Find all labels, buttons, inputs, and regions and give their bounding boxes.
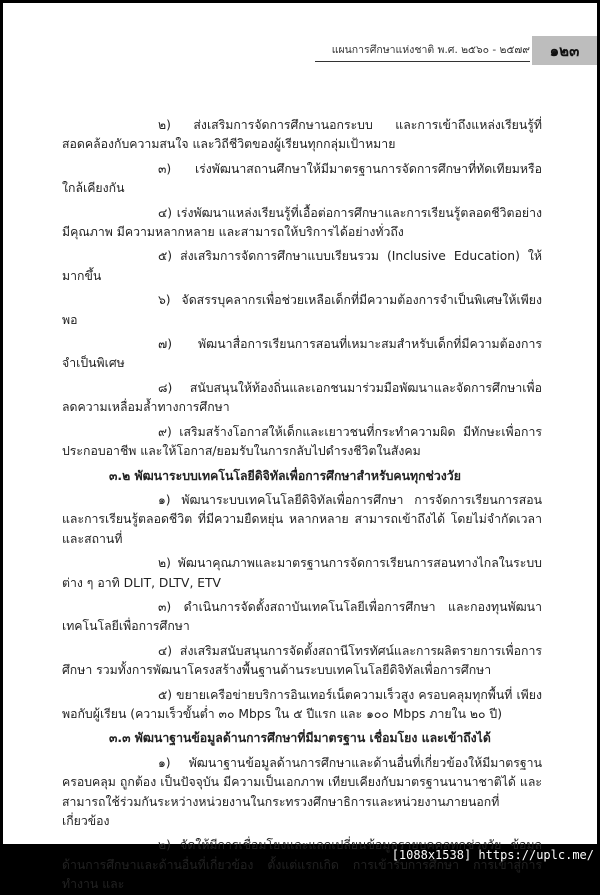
- paragraph: ๗) พัฒนาสื่อการเรียนการสอนที่เหมาะสมสำหรับเด็กที่มีความต้องการจำเป็นพิเศษ: [62, 337, 542, 371]
- paragraph: ๑) พัฒนาระบบเทคโนโลยีดิจิทัลเพื่อการศึกษา การจัดการเรียนการสอน และการเรียนรู้ตลอดชีวิต ที่มีความยืดหยุ่น หลากหลาย สามารถเข้าถึงได้ โดยไม่จำกัดเวลาและสถานที่: [62, 492, 542, 546]
- paragraph: ๕) ส่งเสริมการจัดการศึกษาแบบเรียนรวม (Inclusive Education) ให้มากขึ้น: [62, 249, 542, 283]
- paragraph: ๒) ส่งเสริมการจัดการศึกษานอกระบบ และการเข้าถึงแหล่งเรียนรู้ที่สอดคล้องกับความสนใจ และวิถีชีวิตของผู้เรียนทุกกลุ่มเป้าหมาย: [62, 118, 542, 152]
- document-body: [62, 111, 542, 895]
- image-watermark: [1088x1538] https://uplc.me/: [391, 848, 594, 862]
- page-number: ๑๒๓: [532, 36, 597, 65]
- paragraph: ๑) พัฒนาฐานข้อมูลด้านการศึกษาและด้านอื่นที่เกี่ยวข้องให้มีมาตรฐานครอบคลุม ถูกต้อง เป็นปัจจุบัน มีความเป็นเอกภาพ เทียบเคียงกับมาตรฐานนานาชาติได้ และสามารถใช้ร่วมกันระหว่างหน่วยงานในกระทรวงศึกษาธิการและหน่วยงานภายนอกที่เกี่ยวข้อง: [62, 755, 542, 828]
- paragraph: ๔) เร่งพัฒนาแหล่งเรียนรู้ที่เอื้อต่อการศึกษาและการเรียนรู้ตลอดชีวิตอย่างมีคุณภาพ มีความหลากหลาย และสามารถให้บริการได้อย่างทั่วถึง: [62, 205, 542, 240]
- paragraph: ๔) ส่งเสริมสนับสนุนการจัดตั้งสถานีโทรทัศน์และการผลิตรายการเพื่อการศึกษา รวมทั้งการพัฒนาโครงสร้างพื้นฐานด้านระบบเทคโนโลยีดิจิทัลเพื่อการศึกษา: [62, 643, 542, 678]
- paragraph: ๓) ดำเนินการจัดตั้งสถาบันเทคโนโลยีเพื่อการศึกษา และกองทุนพัฒนาเทคโนโลยีเพื่อการศึกษา: [62, 599, 542, 634]
- paragraph: ๘) สนับสนุนให้ท้องถิ่นและเอกชนมาร่วมมือพัฒนาและจัดการศึกษาเพื่อลดความเหลื่อมล้ำทางการศึกษา: [62, 380, 542, 415]
- section-heading: ๓.๒ พัฒนาระบบเทคโนโลยีดิจิทัลเพื่อการศึกษาสำหรับคนทุกช่วงวัย: [109, 468, 461, 483]
- paragraph: ๕) ขยายเครือข่ายบริการอินเทอร์เน็ตความเร็วสูง ครอบคลุมทุกพื้นที่ เพียงพอกับผู้เรียน (ความเร็วขั้นต่ำ ๓๐ Mbps ใน ๕ ปีแรก และ ๑๐๐ Mbps ภายใน ๒๐ ปี): [62, 687, 542, 721]
- running-header: แผนการศึกษาแห่งชาติ พ.ศ. ๒๕๖๐ - ๒๕๗๙: [315, 41, 530, 62]
- paragraph: ๙) เสริมสร้างโอกาสให้เด็กและเยาวชนที่กระทำความผิด มีทักษะเพื่อการประกอบอาชีพ และให้โอกาส/ยอมรับในการกลับไปดำรงชีวิตในสังคม: [62, 424, 542, 459]
- section-heading: ๓.๓ พัฒนาฐานข้อมูลด้านการศึกษาที่มีมาตรฐาน เชื่อมโยง และเข้าถึงได้: [109, 731, 491, 746]
- paragraph: ๒) จัดให้มีการเชื่อมโยงและแลกเปลี่ยนข้อมูลรายบุคคลทุกช่วงวัย ข้อมูลด้านการศึกษาและด้านอื่นที่เกี่ยวข้อง ตั้งแต่แรกเกิด การเข้ารับการศึกษา การเข้าสู่การทำงาน และ: [62, 838, 542, 892]
- paragraph: ๒) พัฒนาคุณภาพและมาตรฐานการจัดการเรียนการสอนทางไกลในระบบต่าง ๆ อาทิ DLIT, DLTV, ETV: [62, 556, 542, 590]
- paragraph: ๖) จัดสรรบุคลากรเพื่อช่วยเหลือเด็กที่มีความต้องการจำเป็นพิเศษให้เพียงพอ: [62, 293, 542, 327]
- paragraph: ๓) เร่งพัฒนาสถานศึกษาให้มีมาตรฐานการจัดการศึกษาที่ทัดเทียมหรือใกล้เคียงกัน: [62, 161, 542, 196]
